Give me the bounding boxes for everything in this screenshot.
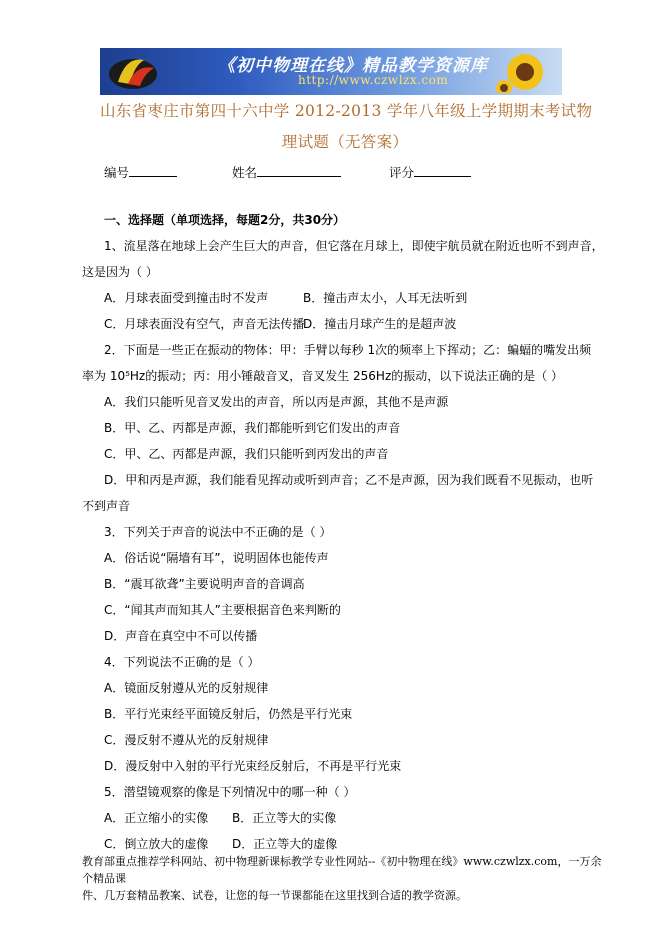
- q2-option-d-line2: 不到声音: [82, 499, 131, 513]
- footer-line1: 教育部重点推荐学科网站、初中物理新课标教学专业性网站--《初中物理在线》www.czwlzx.com，一万余个精品课: [82, 855, 602, 885]
- site-logo-icon: [104, 50, 162, 93]
- q2-option-a: A．我们只能听见音叉发出的声音，所以丙是声源，其他不是声源: [104, 395, 449, 409]
- number-blank: [129, 163, 177, 177]
- banner-url[interactable]: http://www.czwlzx.com: [298, 73, 449, 87]
- q1-option-d: D．撞击月球产生的是超声波: [303, 317, 457, 331]
- q2-option-c: C．甲、乙、丙都是声源，我们只能听到丙发出的声音: [104, 447, 389, 461]
- score-label: 评分: [389, 165, 415, 180]
- name-blank: [257, 163, 341, 177]
- q1-stem-line1: 1、流星落在地球上会产生巨大的声音，但它落在月球上，即使宇航员就在附近也听不到声音，: [104, 239, 604, 253]
- sunflower-icon: [494, 50, 556, 93]
- name-field: [232, 163, 341, 181]
- q5-option-d: D．正立等大的虚像: [232, 837, 338, 851]
- q1-option-a: A．月球表面受到撞击时不发声: [104, 291, 269, 305]
- q5-option-a: A．正立缩小的实像: [104, 811, 209, 825]
- page-footer: [82, 853, 602, 904]
- name-label: 姓名: [232, 165, 258, 180]
- section1-heading: 一、选择题（单项选择，每题2分，共30分）: [104, 213, 346, 227]
- q4-option-a: A．镜面反射遵从光的反射规律: [104, 681, 269, 695]
- q5-stem: 5．潜望镜观察的像是下列情况中的哪一种（ ）: [104, 785, 356, 799]
- q1-option-b: B．撞击声太小，人耳无法听到: [303, 291, 468, 305]
- q4-option-c: C．漫反射不遵从光的反射规律: [104, 733, 269, 747]
- q4-stem: 4．下列说法不正确的是（ ）: [104, 655, 260, 669]
- document-title-line2: 理试题（无答案）: [281, 133, 409, 151]
- score-blank: [414, 163, 471, 177]
- q1-option-c: C．月球表面没有空气，声音无法传播: [104, 317, 305, 331]
- q3-option-a: A．俗话说“隔墙有耳”，说明固体也能传声: [104, 551, 329, 565]
- q2-option-d-line1: D．甲和丙是声源，我们能看见挥动或听到声音；乙不是声源，因为我们既看不见振动，也听: [104, 473, 594, 487]
- q1-stem-line2: 这是因为（ ）: [82, 265, 158, 279]
- footer-line2: 件、几万套精品教案、试卷，让您的每一节课都能在这里找到合适的教学资源。: [82, 889, 467, 902]
- header-banner: [100, 48, 562, 95]
- q5-option-b: B．正立等大的实像: [232, 811, 337, 825]
- q4-option-b: B．平行光束经平面镜反射后，仍然是平行光束: [104, 707, 353, 721]
- banner-title: 《初中物理在线》精品教学资源库: [218, 56, 488, 76]
- number-field: [104, 163, 177, 181]
- q3-option-c: C．“闻其声而知其人”主要根据音色来判断的: [104, 603, 341, 617]
- q2-stem-line1: 2．下面是一些正在振动的物体：甲：手臂以每秒 1次的频率上下挥动；乙：蝙蝠的嘴发出频: [104, 343, 592, 357]
- q5-option-c: C．倒立放大的虚像: [104, 837, 209, 851]
- document-title-line1: 山东省枣庄市第四十六中学 2012-2013 学年八年级上学期期末考试物: [100, 102, 593, 120]
- q3-option-d: D．声音在真空中不可以传播: [104, 629, 258, 643]
- q3-stem: 3．下列关于声音的说法中不正确的是（ ）: [104, 525, 332, 539]
- number-label: 编号: [104, 165, 130, 180]
- q2-stem-line2: 率为 10⁵Hz的振动；丙：用小锤敲音叉，音叉发生 256Hz的振动，以下说法正确的是（ ）: [82, 369, 564, 383]
- q4-option-d: D．漫反射中入射的平行光束经反射后，不再是平行光束: [104, 759, 402, 773]
- score-field: [389, 163, 471, 181]
- q3-option-b: B．“震耳欲聋”主要说明声音的音调高: [104, 577, 305, 591]
- q2-option-b: B．甲、乙、丙都是声源，我们都能听到它们发出的声音: [104, 421, 401, 435]
